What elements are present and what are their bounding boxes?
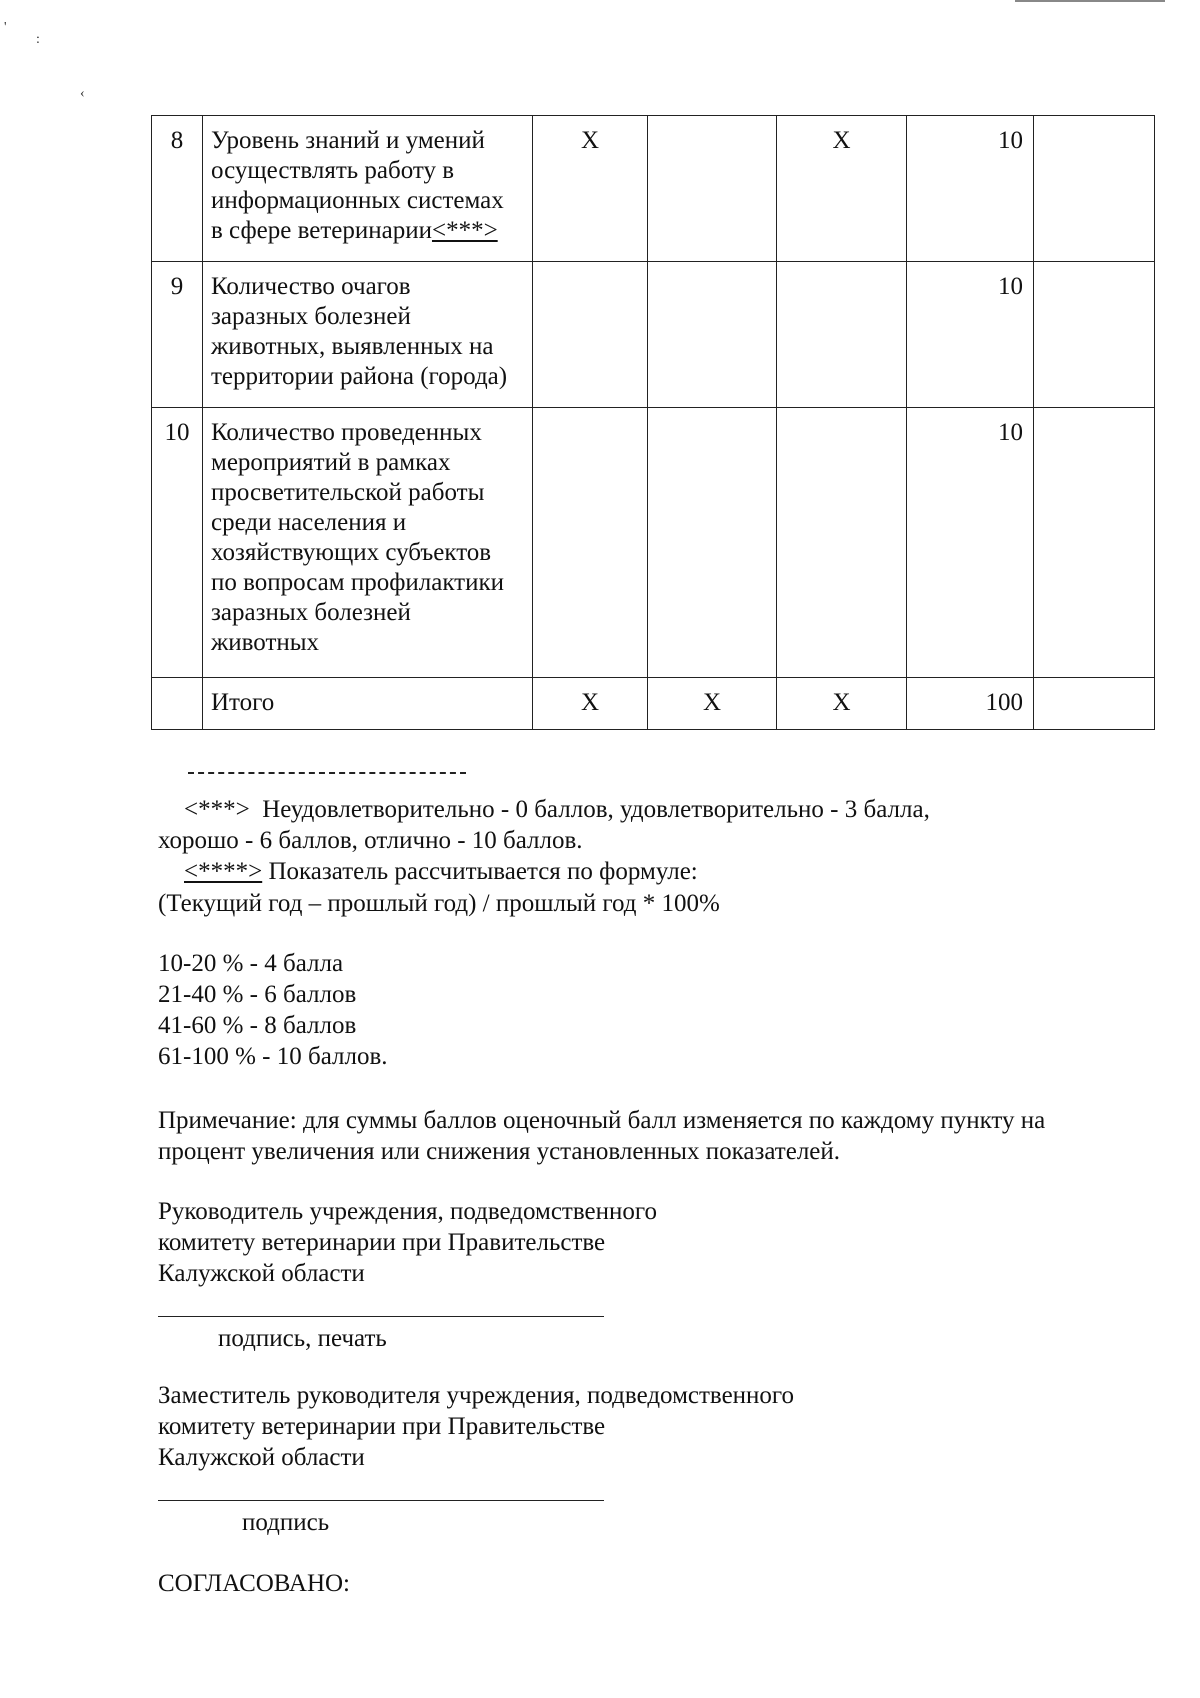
indicator-name [203,408,533,678]
indicator-line: Количество проведенных [211,419,482,446]
cell-mark [777,408,907,678]
indicator-line: просветительской работы [211,479,485,506]
cell-mark: X [777,678,907,730]
cell-mark [533,408,648,678]
scan-speck: ‹ [80,86,85,101]
cell-mark [648,262,777,408]
footnote-ref: <****> [184,858,263,885]
table-row [152,262,1155,408]
note-line: процент увеличения или снижения установленных показателей. [158,1138,841,1165]
signatory-title: комитету ветеринарии при Правительстве [158,1413,606,1440]
cell-mark: X [533,678,648,730]
top-scan-line [1015,0,1165,2]
scoring-table [151,115,1155,730]
indicator-line: мероприятий в рамках [211,449,451,476]
row-number [152,678,203,730]
indicator-line: по вопросам профилактики [211,569,505,596]
cell-empty [1034,116,1155,262]
footnote-ref: <***> [184,796,250,823]
row-number: 8 [152,116,203,262]
footnote-4 [184,856,698,887]
cell-mark: X [533,116,648,262]
signatory-title: комитету ветеринарии при Правительстве [158,1229,606,1256]
indicator-line: Уровень знаний и умений [211,127,485,154]
signature-caption: подпись, печать [218,1325,387,1352]
indicator-line: информационных системах [211,187,504,214]
signatory-title: Руководитель учреждения, подведомственного [158,1198,657,1225]
signatory-title: Калужской области [158,1260,365,1287]
indicator-line: животных [211,629,320,656]
total-row [152,678,1155,730]
row-number: 9 [152,262,203,408]
scale-item: 10-20 % - 4 балла [158,950,344,977]
scale-item: 61-100 % - 10 баллов. [158,1043,388,1070]
signatory-title: Заместитель руководителя учреждения, подведомственного [158,1382,795,1409]
footnote-3-cont: хорошо - 6 баллов, отлично - 10 баллов. [158,827,583,854]
cell-empty [1034,262,1155,408]
cell-mark [777,262,907,408]
footnote-separator [188,772,466,774]
footnote-text: Показатель рассчитывается по формуле: [268,858,698,885]
cell-mark [648,408,777,678]
footnote-3 [184,794,930,825]
indicator-name [203,116,533,262]
signature-line [158,1500,604,1501]
indicator-line [211,216,526,246]
note-line: Примечание: для суммы баллов оценочный балл изменяется по каждому пункту на [158,1107,1046,1134]
max-score: 10 [907,408,1034,678]
indicator-name [203,262,533,408]
signatory-title: Калужской области [158,1444,365,1471]
scale-item: 41-60 % - 8 баллов [158,1012,357,1039]
indicator-line: Итого [211,689,275,716]
cell-mark: X [648,678,777,730]
table-row [152,408,1155,678]
indicator-line: осуществлять работу в [211,157,455,184]
indicator-line: заразных болезней [211,303,411,330]
indicator-line: территории района (города) [211,363,508,390]
cell-mark [533,262,648,408]
formula: (Текущий год – прошлый год) / прошлый год * 100% [158,890,720,917]
indicator-line: Количество очагов [211,273,411,300]
max-score: 10 [907,262,1034,408]
indicator-line: среди населения и [211,509,407,536]
row-number: 10 [152,408,203,678]
signature-caption: подпись [242,1509,330,1536]
cell-empty [1034,678,1155,730]
indicator-line: заразных болезней [211,599,411,626]
indicator-line: животных, выявленных на [211,333,494,360]
cell-mark [648,116,777,262]
footnote-text: Неудовлетворительно - 0 баллов, удовлетворительно - 3 балла, [262,796,930,823]
cell-empty [1034,408,1155,678]
indicator-text: в сфере ветеринарии [211,217,432,244]
footnote-ref: <***> [431,217,498,244]
total-label [203,678,533,730]
indicator-line: хозяйствующих субъектов [211,539,492,566]
agreed-heading: СОГЛАСОВАНО: [158,1570,351,1597]
cell-mark: X [777,116,907,262]
max-score: 10 [907,116,1034,262]
total-score: 100 [907,678,1034,730]
scan-speck: ' [4,20,7,35]
table-row [152,116,1155,262]
signature-line [158,1316,604,1317]
scale-item: 21-40 % - 6 баллов [158,981,357,1008]
scan-speck: : [36,32,40,47]
